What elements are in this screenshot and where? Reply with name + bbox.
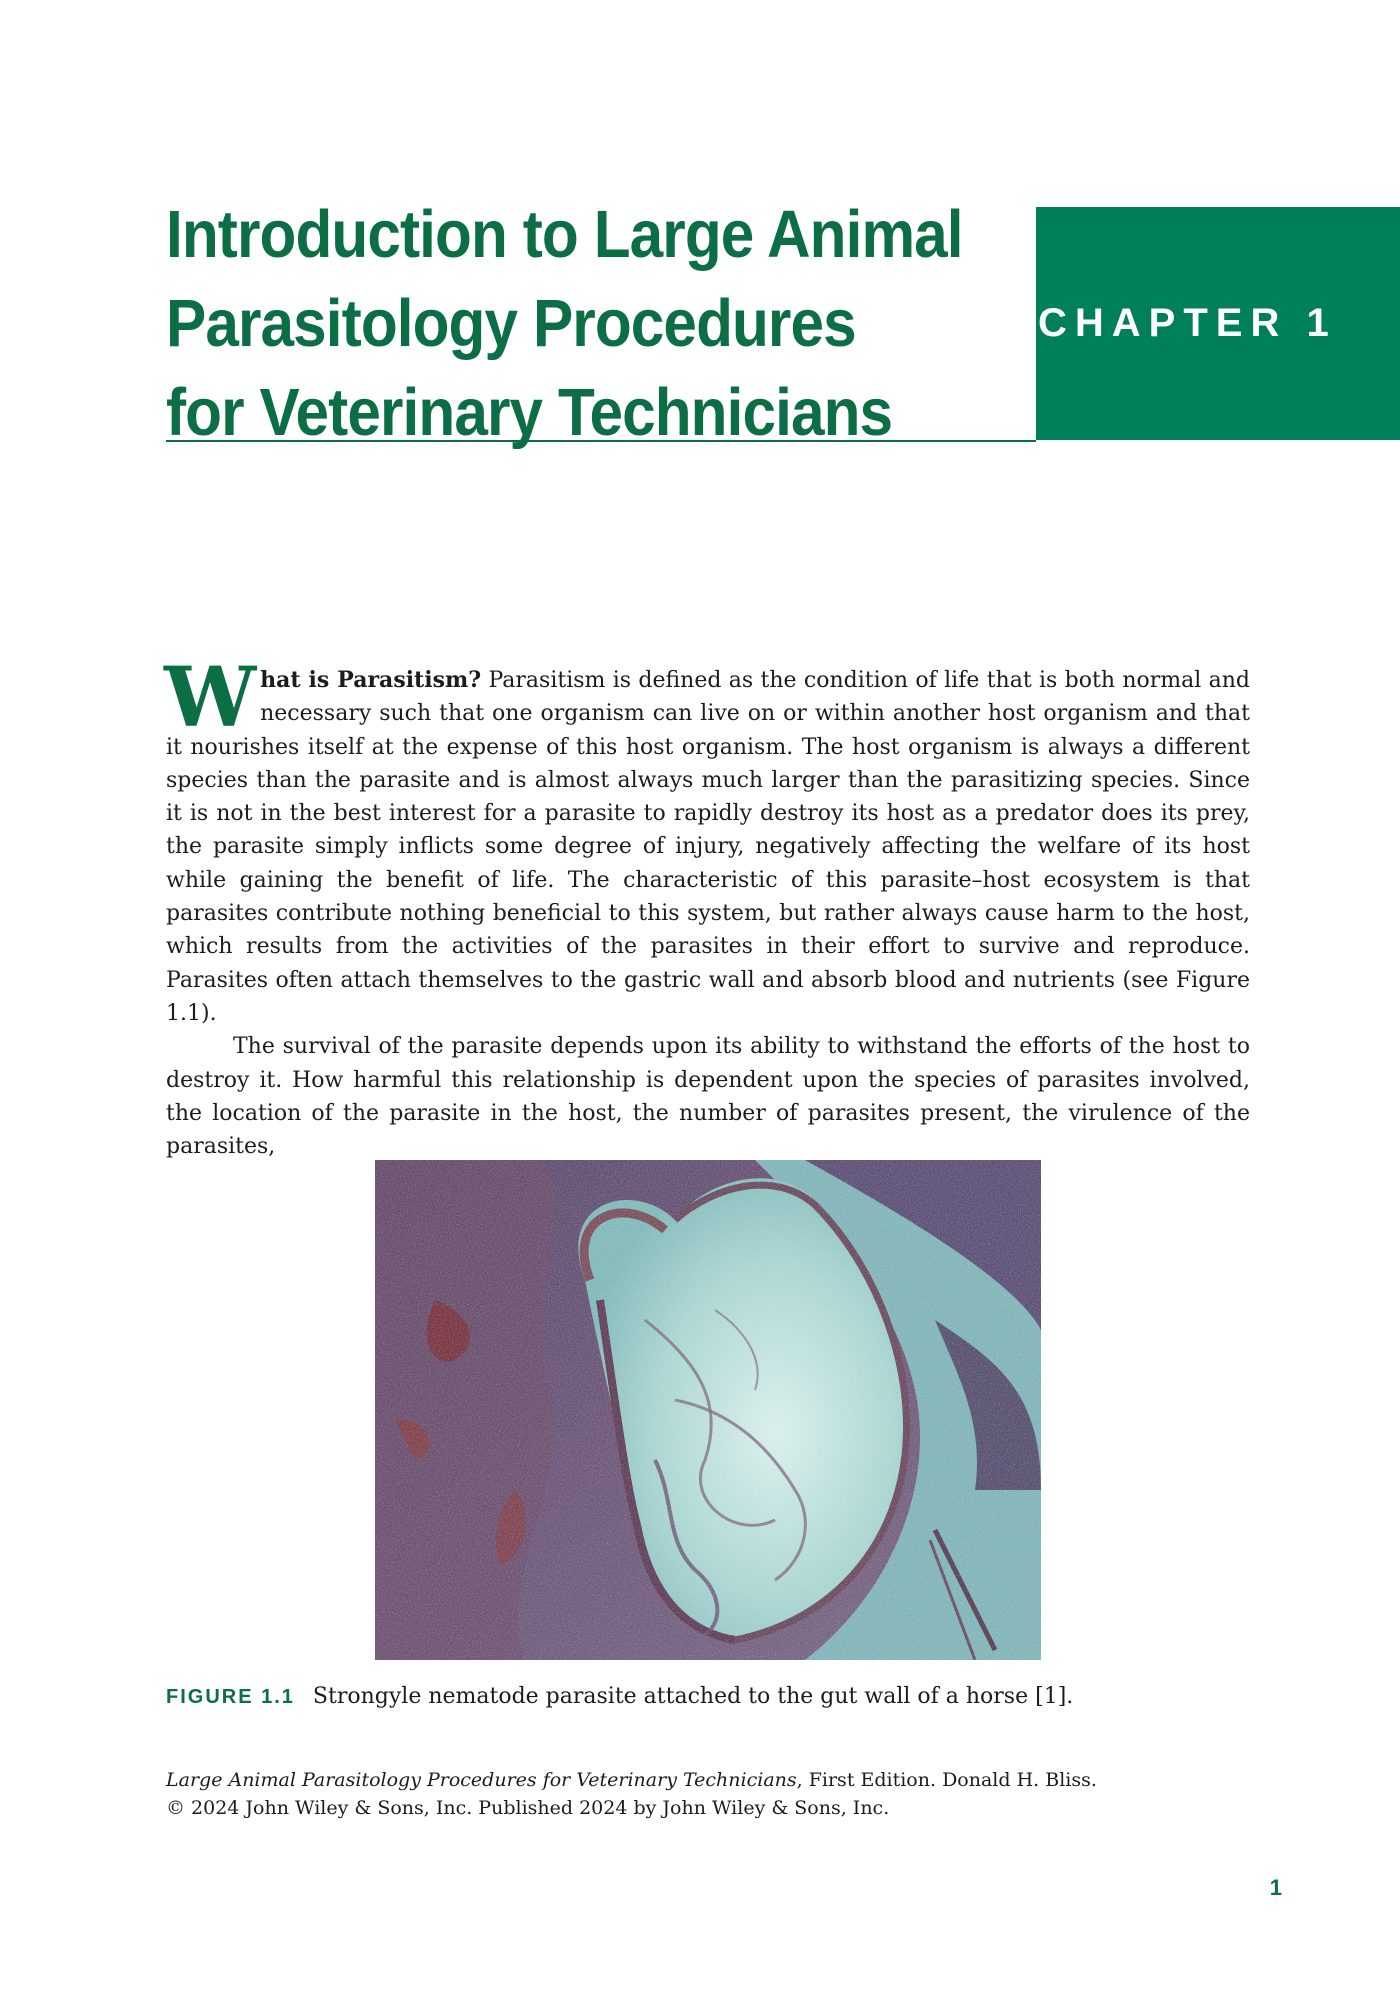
body-text xyxy=(164,650,1251,1163)
paragraph-1 xyxy=(164,650,1251,1030)
chapter-title xyxy=(166,190,963,457)
drop-cap: W xyxy=(164,650,257,746)
chapter-label: CHAPTER 1 xyxy=(1038,301,1337,345)
chapter-title-line: for Veterinary Technicians xyxy=(166,375,893,450)
figure-caption-text: Strongyle nematode parasite attached to the gut wall of a horse [1]. xyxy=(312,1684,1074,1709)
page-number: 1 xyxy=(1269,1875,1282,1900)
chapter-title-line: Parasitology Procedures xyxy=(166,286,856,361)
lead-heading: hat is Parasitism? xyxy=(260,667,482,693)
figure-label: FIGURE 1.1 xyxy=(166,1686,295,1708)
paragraph-2: The survival of the parasite depends upon its ability to withstand the efforts of the host to destroy it. How harmful this relationship is dependent upon the species of parasites involved, the location of the parasite in the host, the number of parasites present, the virulence of the parasites, xyxy=(166,1034,1250,1160)
chapter-title-block xyxy=(166,190,1036,450)
citation-line xyxy=(166,1766,1316,1794)
figure-caption xyxy=(166,1682,1266,1712)
paragraph-1-text: Parasitism is defined as the condition of life that is both normal and necessary such that one organism can live on or within another host organism and that it nourishes itself at the expense of this host organism. The host organism is always a different species than the parasite and is almost always much larger than the parasitizing species. Since it is not in the best interest for a parasite to rapidly destroy its host as a predator does its prey, the parasite simply inflicts some degree of injury, negatively affecting the welfare of its host while gaining the benefit of life. The characteristic of this parasite–host ecosystem is that parasites contribute nothing beneficial to this system, but rather always cause harm to the host, which results from the activities of the parasites in their effort to survive and reproduce. Parasites often attach themselves to the gastric wall and absorb blood and nutrients (see Figure 1.1). xyxy=(166,668,1251,1026)
copyright-footer xyxy=(166,1766,1316,1822)
chapter-title-line: Introduction to Large Animal xyxy=(166,197,963,272)
parasite-micrograph-image xyxy=(375,1160,1041,1660)
book-title: Large Animal Parasitology Procedures for Veterinary Technicians xyxy=(166,1769,797,1791)
copyright-line: © 2024 John Wiley & Sons, Inc. Published 2024 by John Wiley & Sons, Inc. xyxy=(166,1797,890,1819)
edition-author: , First Edition. Donald H. Bliss. xyxy=(796,1769,1097,1791)
